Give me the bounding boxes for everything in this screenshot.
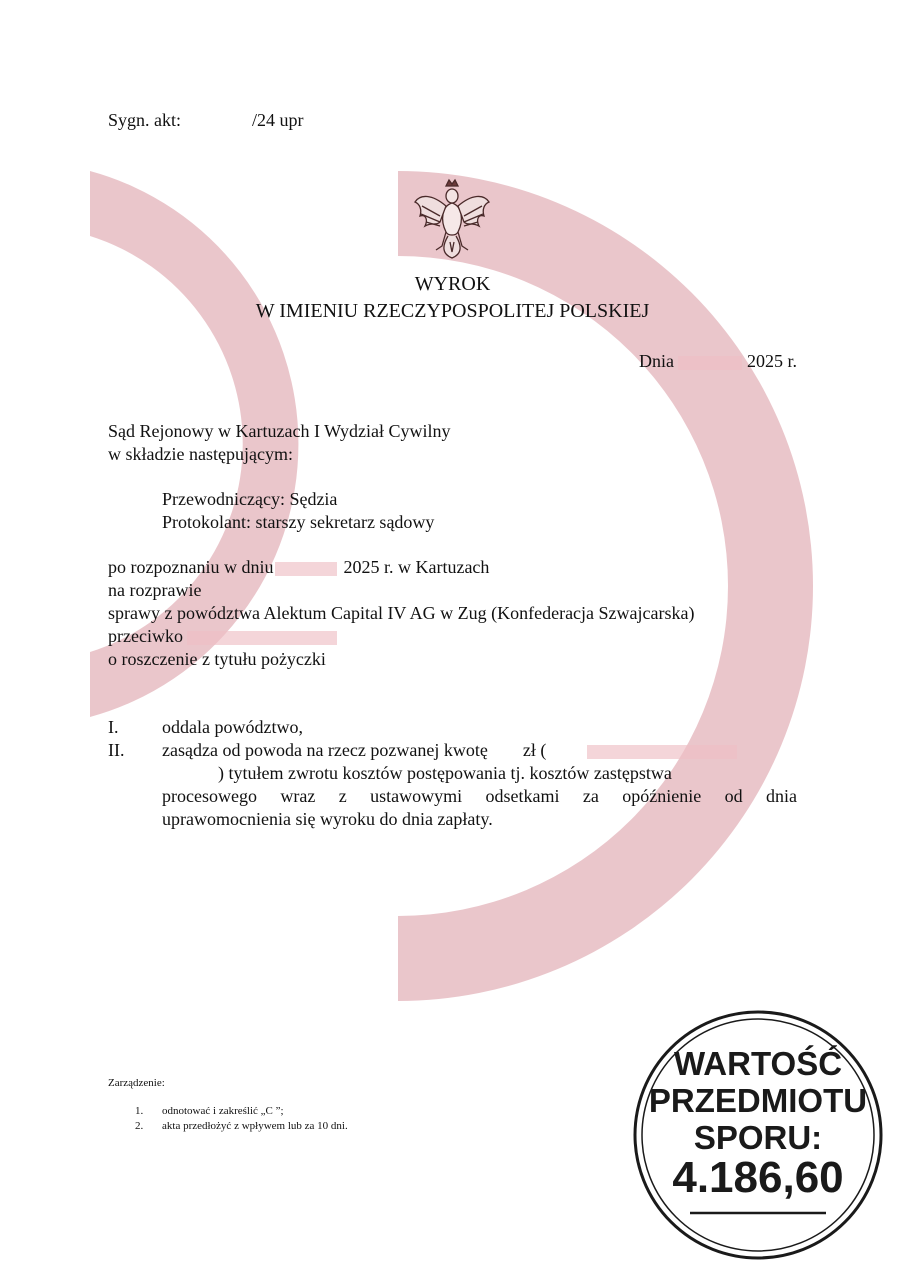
hearing-type: na rozprawie [108,580,202,600]
ruling-2-currency: zł ( [522,740,547,760]
redacted-defendant [187,631,337,645]
order-label: Zarządzenie: [108,1077,165,1089]
case-signature [108,109,304,132]
ruling-2-start: zasądza od powoda na rzecz pozwanej kwotę [162,740,488,760]
value-in-dispute-stamp [633,1010,883,1260]
judgment-title: WYROK [414,273,491,295]
hearing-date-line [108,556,489,579]
stamp-value: 4.186,60 [672,1153,844,1202]
ruling-text-2-line1 [162,739,797,762]
court-name: Sąd Rejonowy w Kartuzach I Wydział Cywilny [108,421,451,441]
order-item-text-2: akta przedłożyć z wpływem lub za 10 dni. [162,1120,348,1132]
case-signature-label: Sygn. akt: [108,110,182,130]
ruling-text-1: oddala powództwo, [162,717,303,737]
redacted-date [678,356,742,370]
ruling-2-line2: ) tytułem zwrotu kosztów postępowania tj. kosztów zastępstwa [218,763,672,783]
ruling-number-1: I. [108,717,119,737]
polish-eagle-emblem-icon [412,176,492,260]
court-composition-intro: w składzie następującym: [108,444,293,464]
stamp-line-3: SPORU: [693,1119,823,1156]
defendant-label: przeciwko [108,626,183,646]
stamp-line-1: WARTOŚĆ [673,1045,843,1082]
date-prefix: Dnia [638,351,674,371]
hearing-suffix: 2025 r. w Kartuzach [343,557,490,577]
order-item-number-2: 2. [135,1120,144,1132]
order-item-number-1: 1. [135,1105,144,1117]
ruling-number-2: II. [108,740,125,760]
judgment-subtitle: W IMIENIU RZECZYPOSPOLITEJ POLSKIEJ [255,300,650,322]
hearing-prefix: po rozpoznaniu w dniu [108,557,274,577]
ruling-text-2-line2 [162,762,797,785]
date-year: 2025 r. [746,351,797,371]
stamp-line-2: PRZEDMIOTU [648,1082,868,1119]
redacted-hearing-date [275,562,337,576]
judgment-date [639,350,797,373]
court-clerk: Protokolant: starszy sekretarz sądowy [162,512,435,532]
presiding-judge: Przewodniczący: Sędzia [162,489,338,509]
case-signature-value: /24 upr [252,110,304,130]
order-item-text-1: odnotować i zakreślić „C ”; [162,1105,284,1117]
ruling-text-2-line4: uprawomocnienia się wyroku do dnia zapłaty. [162,809,493,829]
claim-subject: o roszczenie z tytułu pożyczki [108,649,326,669]
plaintiff-line: sprawy z powództwa Alektum Capital IV AG w Zug (Konfederacja Szwajcarska) [108,603,695,623]
defendant-line [108,625,337,648]
redacted-amount-words [587,745,737,759]
ruling-text-2-line3: procesowego wraz z ustawowymi odsetkami za opóźnienie od dnia [162,786,797,806]
